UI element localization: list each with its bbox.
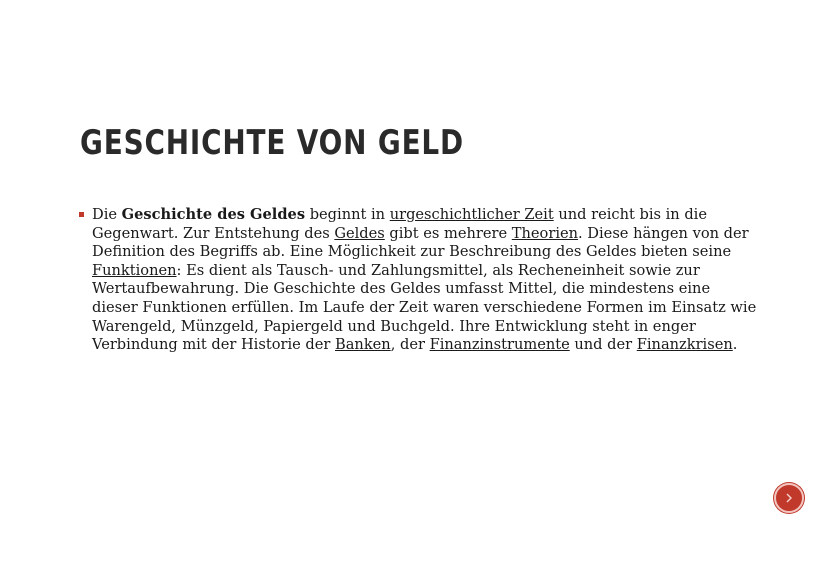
- link-urgeschichtlicher-zeit[interactable]: urgeschichtlicher Zeit: [389, 206, 554, 223]
- text-segment: , der: [390, 336, 430, 354]
- text-segment: .: [732, 336, 738, 354]
- chevron-right-icon: [783, 492, 795, 504]
- text-segment: . Diese hängen von der Definition des Begriffs ab. Eine Möglichkeit zur Beschreibung des Geldes bieten seine: [92, 224, 749, 261]
- bold-term: Geschichte des Geldes: [121, 206, 306, 223]
- link-geldes[interactable]: Geldes: [334, 224, 385, 242]
- link-finanzinstrumente[interactable]: Finanzinstrumente: [429, 336, 570, 354]
- link-theorien[interactable]: Theorien: [511, 224, 579, 242]
- link-banken[interactable]: Banken: [335, 336, 391, 354]
- bullet-list: [79, 206, 759, 355]
- text-segment: gibt es mehrere: [384, 224, 512, 242]
- text-segment: Die: [92, 206, 122, 223]
- bullet-paragraph: [92, 206, 759, 355]
- next-slide-button[interactable]: [774, 483, 804, 513]
- link-finanzkrisen[interactable]: Finanzkrisen: [636, 336, 733, 354]
- bullet-marker: [79, 212, 84, 217]
- slide-title: GESCHICHTE VON GELD: [80, 123, 464, 163]
- text-segment: und der: [569, 336, 637, 354]
- text-segment: : Es dient als Tausch- und Zahlungsmittel, als Recheneinheit sowie zur Wertaufbewahrung. Die Geschichte des Geldes umfasst Mittel, die mindestens eine dieser Funktionen erfüllen. Im Laufe der Zeit waren verschiedene Formen im Einsatz wie Warengeld, Münzgeld, Papiergeld und Buchgeld. Ihre Entwicklung steht in enger Verbindung mit der Historie der: [92, 261, 757, 354]
- text-segment: beginnt in: [305, 206, 390, 223]
- link-funktionen[interactable]: Funktionen: [92, 261, 177, 279]
- text-segment: und reicht bis in die Gegenwart. Zur Entstehung des: [92, 206, 707, 242]
